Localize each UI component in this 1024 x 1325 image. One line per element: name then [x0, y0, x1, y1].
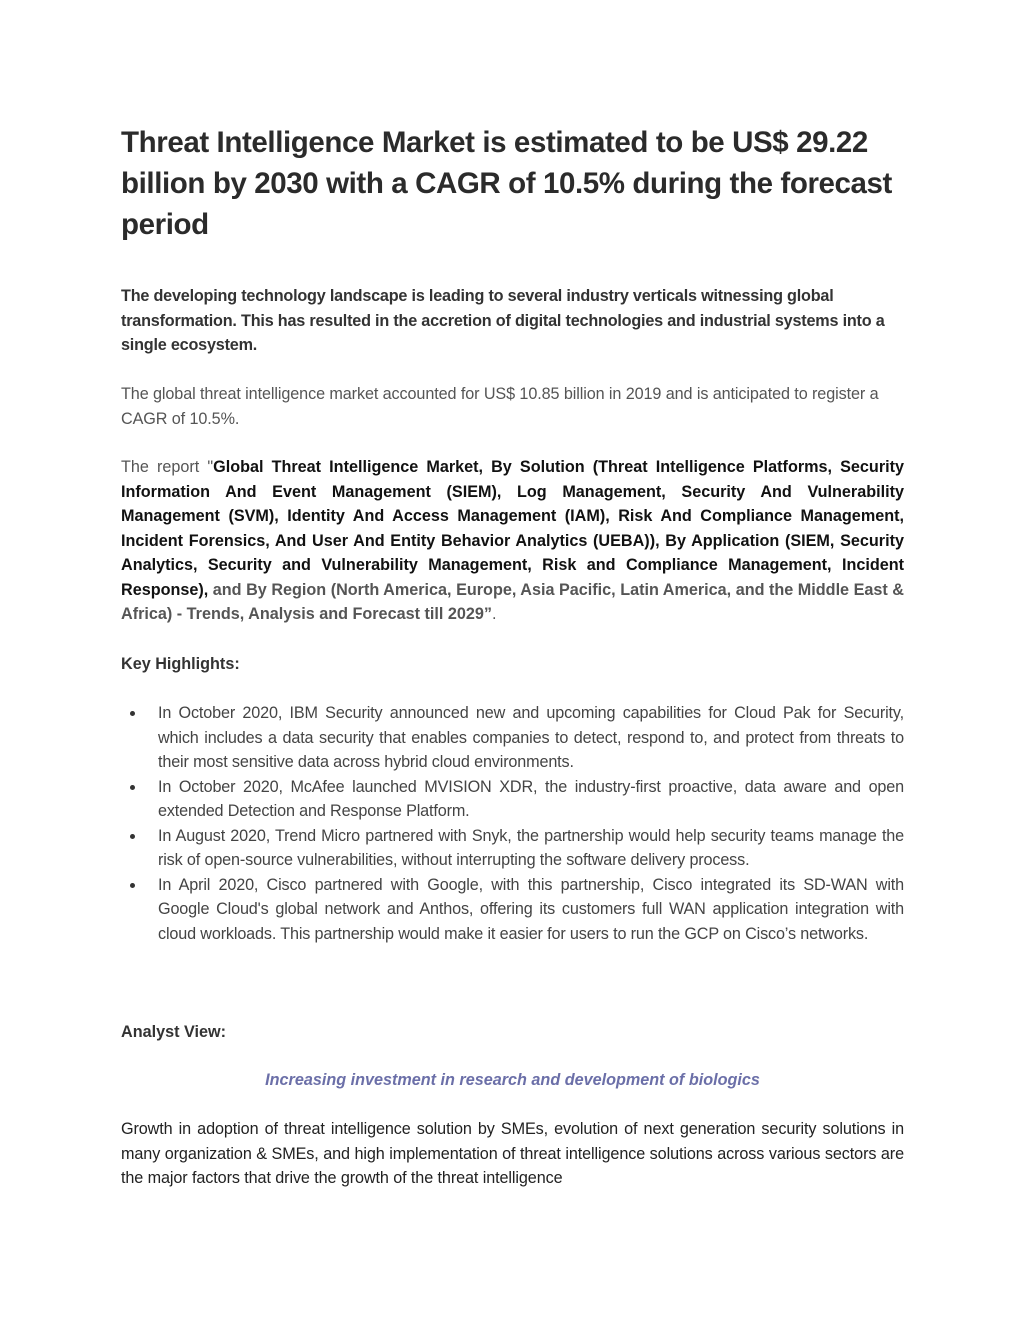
list-item	[121, 701, 904, 775]
bullet-icon	[130, 711, 135, 716]
analyst-subheading: Increasing investment in research and development of biologics	[265, 1071, 760, 1089]
highlight-text: In October 2020, McAfee launched MVISION XDR, the industry-first proactive, data aware and open extended Detection and Response Platform.	[158, 777, 904, 820]
page-title: Threat Intelligence Market is estimated to be US$ 29.22 billion by 2030 with a CAGR of 10.5% during the forecast period	[121, 126, 892, 241]
report-prefix: The report "	[121, 458, 214, 476]
highlights-list	[121, 701, 904, 946]
bullet-icon	[130, 785, 135, 790]
list-item	[121, 824, 904, 873]
report-title: Global Threat Intelligence Market, By Solution (Threat Intelligence Platforms, Security Information And Event Management (SIEM), Log Management, Security And Vulnerability Management (SVM), Identity And Access Management (IAM), Risk And Compliance Management, Incident Forensics, And User And Entity Behavior Analytics (UEBA)), By Application (SIEM, Security Analytics, Security and Vulnerability Management, Risk and Compliance Management, Incident Response),	[121, 458, 905, 599]
analyst-view-heading: Analyst View:	[121, 1023, 226, 1041]
bullet-icon	[130, 834, 135, 839]
list-item	[121, 873, 904, 947]
highlight-text: In October 2020, IBM Security announced new and upcoming capabilities for Cloud Pak for Security, which includes a data security that enables companies to detect, respond to, and protect from threats to their most sensitive data across hybrid cloud environments.	[158, 704, 904, 771]
key-highlights-heading: Key Highlights:	[121, 655, 240, 673]
list-item	[121, 775, 904, 824]
bullet-icon	[130, 883, 135, 888]
market-paragraph: The global threat intelligence market accounted for US$ 10.85 billion in 2019 and is anticipated to register a CAGR of 10.5%.	[121, 385, 879, 428]
highlight-text: In August 2020, Trend Micro partnered with Snyk, the partnership would help security teams manage the risk of open-source vulnerabilities, without interrupting the software delivery process.	[158, 826, 904, 869]
report-suffix: .	[491, 605, 497, 623]
report-region: and By Region (North America, Europe, Asia Pacific, Latin America, and the Middle East & Africa) - Trends, Analysis and Forecast till 2029”	[121, 580, 904, 623]
report-paragraph	[121, 455, 904, 627]
lead-paragraph: The developing technology landscape is leading to several industry verticals witnessing global transformation. This has resulted in the accretion of digital technologies and industrial systems into a single ecosystem.	[121, 287, 885, 354]
growth-paragraph: Growth in adoption of threat intelligence solution by SMEs, evolution of next generation security solutions in many organization & SMEs, and high implementation of threat intelligence solutions across various sectors are the major factors that drive the growth of the threat intelligence	[121, 1120, 904, 1187]
highlight-text: In April 2020, Cisco partnered with Google, with this partnership, Cisco integrated its SD-WAN with Google Cloud's global network and Anthos, offering its customers full WAN application integration with cloud workloads. This partnership would make it easier for users to run the GCP on Cisco’s networks.	[158, 875, 904, 943]
